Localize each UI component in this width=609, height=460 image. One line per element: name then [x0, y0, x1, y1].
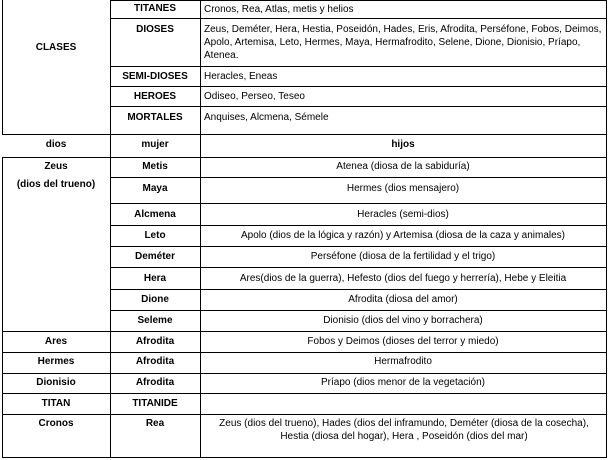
god-name: Cronos — [38, 418, 74, 429]
wife-name: Maya — [142, 183, 168, 194]
row-divider — [110, 86, 607, 87]
row-divider — [110, 310, 607, 311]
class-label: DIOSES — [136, 24, 174, 35]
header-mujer: mujer — [141, 139, 169, 150]
header-dios: dios — [45, 139, 67, 150]
children: Príapo (dios menor de la vegetación) — [321, 377, 485, 388]
row-divider — [2, 393, 607, 394]
children: Hermafrodito — [374, 356, 432, 367]
children: Afrodita (diosa del amor) — [348, 294, 458, 305]
row-divider — [2, 352, 607, 353]
wife-name: Seleme — [137, 315, 173, 326]
children: Perséfone (diosa de la fertilidad y el trigo) — [310, 251, 496, 262]
table-border-bottom — [2, 457, 607, 458]
row-divider — [110, 177, 607, 178]
row-divider — [110, 225, 607, 226]
god-name: Dionisio — [36, 377, 76, 388]
class-label: SEMI-DIOSES — [122, 71, 188, 82]
children: Heracles (semi-dios) — [357, 209, 449, 220]
table-border-left — [2, 157, 3, 457]
wife-name: Metis — [142, 161, 168, 172]
class-members: Cronos, Rea, Atlas, metis y helios — [204, 4, 354, 15]
god-name: Hermes — [37, 356, 75, 367]
row-divider — [2, 414, 607, 415]
wife-name: TITANIDE — [132, 398, 178, 409]
god-name: TITAN — [41, 398, 71, 409]
clases-header: CLASES — [35, 42, 77, 53]
row-divider — [2, 134, 607, 135]
wife-name: Deméter — [134, 251, 176, 262]
wife-name: Afrodita — [135, 356, 175, 367]
wife-name: Alcmena — [134, 209, 176, 220]
row-divider — [2, 373, 607, 374]
class-members: Zeus, Deméter, Hera, Hestia, Poseidón, Hades, Eris, Afrodita, Perséfone, Fobos, Deimos, Apolo, Artemisa, Leto, Hermes, Maya, Hermafrodito, Selene, Dione, Dionisio, Príapo, Atenea. — [204, 24, 602, 61]
children: Atenea (diosa de la sabiduría) — [336, 161, 470, 172]
wife-name: Rea — [145, 418, 165, 429]
table-border-top — [110, 0, 607, 1]
class-label: HEROES — [133, 91, 177, 102]
wife-name: Afrodita — [135, 336, 175, 347]
children: Dionisio (dios del vino y borrachera) — [323, 315, 483, 326]
row-divider — [110, 203, 607, 204]
class-label: MORTALES — [127, 112, 183, 123]
children: Ares(dios de la guerra), Hefesto (dios del fuego y herrería), Hebe y Eleitia — [239, 273, 567, 284]
wife-name: Leto — [144, 230, 166, 241]
row-divider — [110, 106, 607, 107]
class-members: Heracles, Eneas — [204, 71, 278, 82]
row-divider — [110, 289, 607, 290]
row-divider — [110, 66, 607, 67]
wife-name: Dione — [141, 294, 169, 305]
children: Zeus (dios del trueno), Hades (dios del inframundo, Deméter (diosa de la cosecha), Hestia (diosa del hogar), Hera , Poseidón (dios del mar) — [219, 418, 589, 442]
class-members: Anquises, Alcmena, Sémele — [204, 112, 329, 123]
wife-name: Hera — [143, 273, 167, 284]
table-border-left — [2, 0, 3, 134]
class-members: Odiseo, Perseo, Teseo — [204, 91, 305, 102]
children: Hermes (dios mensajero) — [346, 183, 460, 194]
row-divider — [2, 157, 607, 158]
row-divider — [110, 18, 607, 19]
row-divider — [110, 267, 607, 268]
class-label: TITANES — [133, 3, 177, 14]
row-divider — [110, 246, 607, 247]
god-epithet: (dios del trueno) — [16, 179, 96, 190]
header-hijos: hijos — [391, 139, 415, 150]
wife-name: Afrodita — [135, 377, 175, 388]
children: Apolo (dios de la lógica y razón) y Artemisa (diosa de la caza y animales) — [240, 230, 566, 241]
children: Fobos y Deimos (dioses del terror y miedo) — [307, 336, 499, 347]
god-name: Zeus — [44, 161, 68, 172]
row-divider — [2, 331, 607, 332]
table-border-right — [606, 0, 607, 458]
god-name: Ares — [44, 336, 68, 347]
